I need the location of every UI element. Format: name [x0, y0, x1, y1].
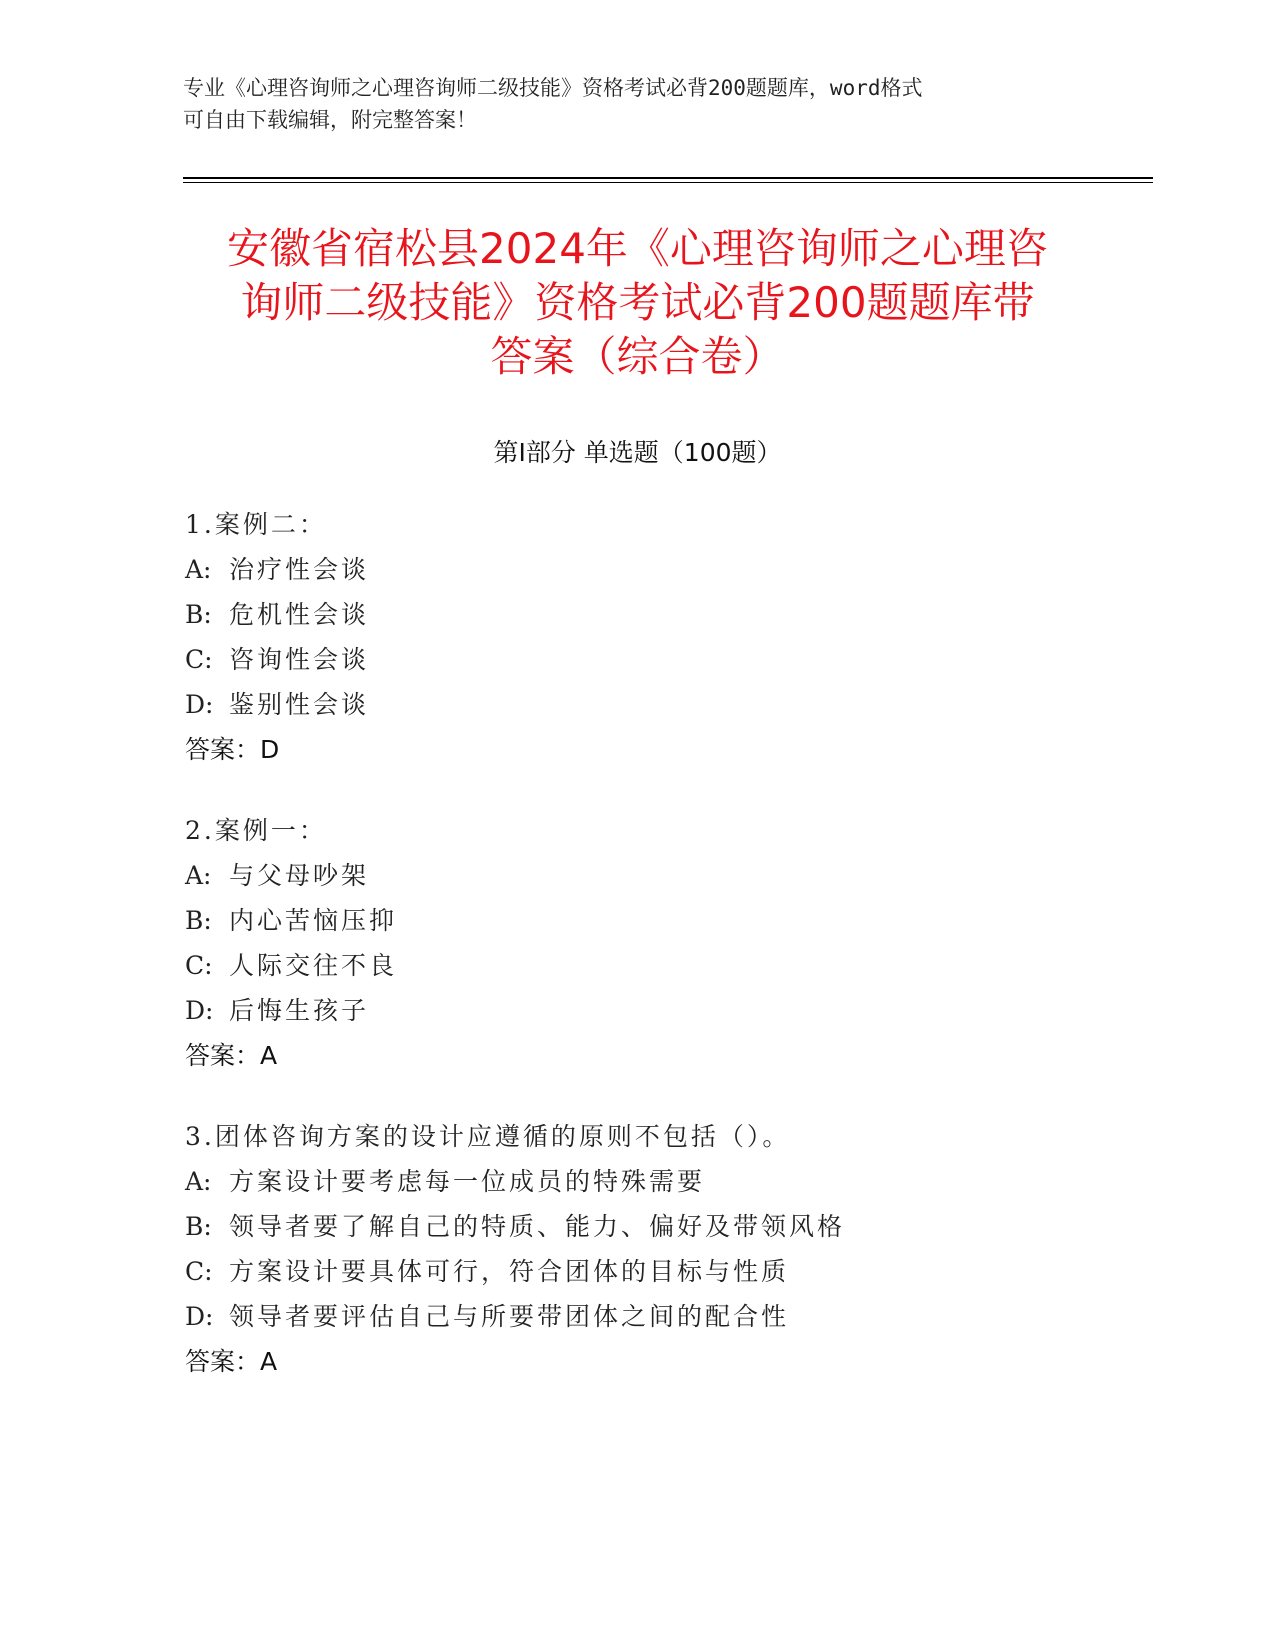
option-c: [185, 637, 1145, 682]
option-text: 内心苦恼压抑: [229, 906, 398, 935]
question-stem: 1.案例二：: [185, 510, 327, 539]
option-a: [185, 547, 1145, 592]
document-title: [140, 222, 1135, 384]
option-d: [185, 1294, 1145, 1339]
option-text: 危机性会谈: [229, 600, 370, 629]
answer-label: 答案：: [185, 1347, 261, 1376]
option-key: A:: [185, 555, 212, 584]
answer-line: [185, 727, 1145, 772]
answer-label: 答案：: [185, 735, 261, 764]
answer-value: A: [260, 1041, 278, 1070]
question-stem: 3.团体咨询方案的设计应遵循的原则不包括（）。: [185, 1122, 791, 1151]
option-text: 方案设计要具体可行，符合团体的目标与性质: [229, 1257, 790, 1286]
option-b: [185, 1204, 1145, 1249]
document-title-line-2: 询师二级技能》资格考试必背200题题库带: [240, 278, 1035, 327]
question-3: [185, 1114, 1145, 1384]
answer-line: [185, 1033, 1145, 1078]
option-d: [185, 988, 1145, 1033]
header-divider-thick: [183, 177, 1153, 179]
option-d: [185, 682, 1145, 727]
question-1: [185, 502, 1145, 772]
option-key: C:: [185, 1257, 213, 1286]
option-text: 人际交往不良: [229, 951, 398, 980]
option-key: B:: [185, 906, 212, 935]
option-b: [185, 592, 1145, 637]
option-c: [185, 943, 1145, 988]
header-note-line-2: 可自由下载编辑，附完整答案！: [183, 108, 477, 132]
option-text: 与父母吵架: [229, 861, 370, 890]
answer-value: A: [260, 1347, 278, 1376]
option-text: 治疗性会谈: [229, 555, 370, 584]
question-stem: 2.案例一：: [185, 816, 327, 845]
document-title-line-1: 安徽省宿松县2024年《心理咨询师之心理咨: [227, 224, 1048, 273]
option-key: D:: [185, 996, 214, 1025]
option-key: D:: [185, 1302, 214, 1331]
option-key: C:: [185, 645, 213, 674]
option-b: [185, 898, 1145, 943]
option-text: 咨询性会谈: [229, 645, 370, 674]
option-a: [185, 1159, 1145, 1204]
option-key: C:: [185, 951, 213, 980]
option-key: A:: [185, 861, 212, 890]
option-text: 领导者要评估自己与所要带团体之间的配合性: [229, 1302, 790, 1331]
header-divider-thin: [183, 182, 1153, 183]
option-text: 后悔生孩子: [229, 996, 370, 1025]
option-text: 鉴别性会谈: [229, 690, 370, 719]
option-c: [185, 1249, 1145, 1294]
answer-line: [185, 1339, 1145, 1384]
option-a: [185, 853, 1145, 898]
answer-value: D: [260, 735, 280, 764]
header-note: [183, 72, 1083, 136]
option-key: B:: [185, 600, 212, 629]
document-title-line-3: 答案（综合卷）: [490, 332, 785, 381]
header-note-line-1: 专业《心理咨询师之心理咨询师二级技能》资格考试必背200题题库，word格式: [183, 76, 923, 100]
option-text: 方案设计要考虑每一位成员的特殊需要: [229, 1167, 706, 1196]
option-text: 领导者要了解自己的特质、能力、偏好及带领风格: [229, 1212, 846, 1241]
option-key: A:: [185, 1167, 212, 1196]
answer-label: 答案：: [185, 1041, 261, 1070]
section-title: 第Ⅰ部分 单选题（100题）: [493, 438, 782, 467]
question-2: [185, 808, 1145, 1078]
option-key: B:: [185, 1212, 212, 1241]
option-key: D:: [185, 690, 214, 719]
